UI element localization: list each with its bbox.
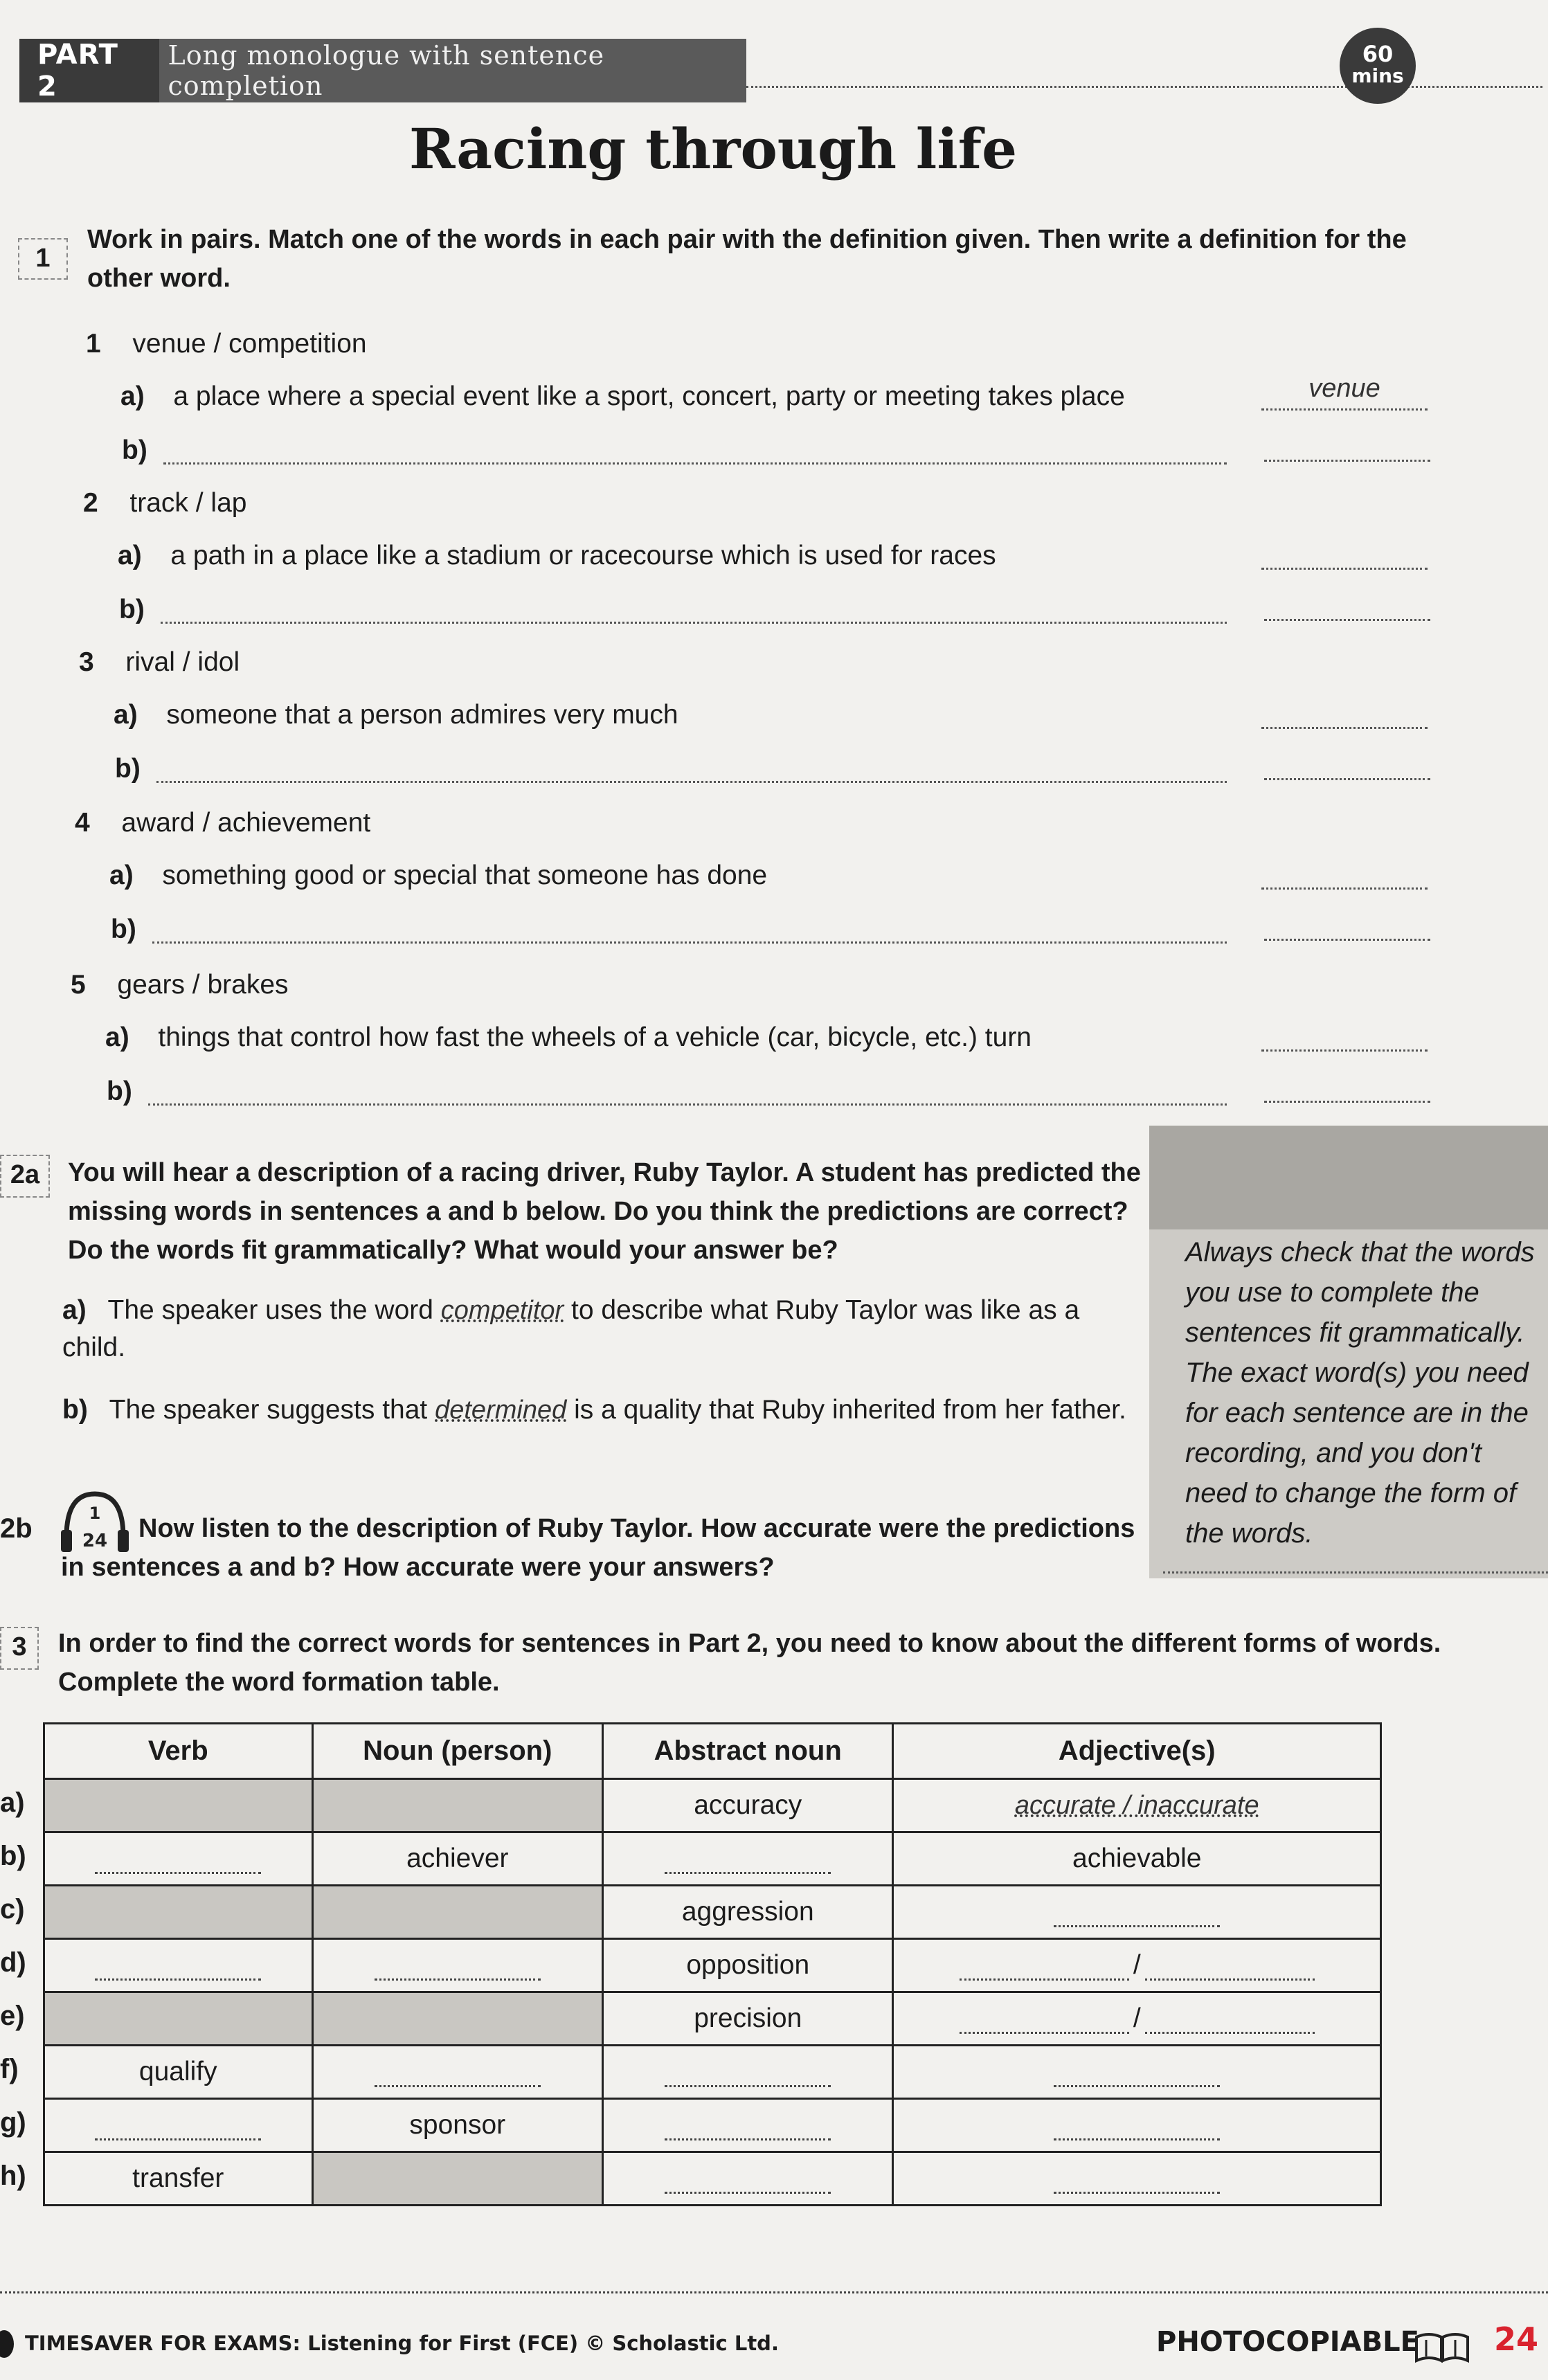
cell-text: accuracy: [694, 1790, 802, 1820]
footer-bullet: [0, 2330, 14, 2358]
sentence-a-label: a): [62, 1295, 87, 1325]
cell-verb-blank[interactable]: [44, 2099, 313, 2152]
definition-a-label: a): [105, 1022, 129, 1052]
item-pair: [86, 325, 367, 363]
answer-line-a[interactable]: [1261, 374, 1428, 437]
cell-adjectives-blank[interactable]: [893, 2152, 1381, 2206]
cell-text: achiever: [406, 1843, 509, 1873]
definition-a: [118, 537, 1239, 575]
tip-rule: [1163, 1571, 1548, 1574]
table-row: [44, 1939, 1381, 1992]
cell-text: sponsor: [409, 2110, 506, 2140]
answer-dots-a: [1261, 408, 1428, 411]
blank-line[interactable]: [665, 1853, 831, 1874]
cell-adjectives: [893, 1832, 1381, 1886]
blank-line[interactable]: [1145, 2013, 1315, 2034]
row-letter: e): [0, 2001, 25, 2031]
footer-rule: [0, 2291, 1548, 2293]
exercise-1-number: 1: [18, 238, 68, 280]
answer-dots-a: [1261, 887, 1428, 890]
part-label: PART 2: [37, 39, 118, 102]
blank-line[interactable]: [95, 1853, 261, 1874]
timer-number: 60: [1362, 41, 1394, 67]
cell-abstract-noun: [603, 1939, 893, 1992]
table-header-row: [44, 1724, 1381, 1779]
item-pair: [75, 804, 370, 842]
predicted-word-a: competitor: [440, 1296, 564, 1325]
tip-text: Always check that the words you use to complete the sentences fit grammatically. The exact word(s) you need for each sentence are in the recording, and you don't need to change the form of the words.: [1185, 1237, 1535, 1549]
definition-a: [105, 1019, 1227, 1056]
page-number: 24: [1494, 2320, 1539, 2358]
cell-text: qualify: [138, 2057, 217, 2086]
definition-a: [109, 857, 1231, 894]
cell-abstract-noun: [603, 1779, 893, 1832]
table-row: [44, 1832, 1381, 1886]
table-row: [44, 2099, 1381, 2152]
item-word-pair: rival / idol: [125, 647, 240, 677]
answer-dots-a: [1261, 727, 1428, 729]
blank-line[interactable]: [960, 1960, 1129, 1981]
item-number: 3: [79, 647, 94, 677]
answer-dots-a: [1261, 568, 1428, 570]
column-header-adjectives: Adjective(s): [893, 1724, 1381, 1779]
cell-abstract-noun-blank[interactable]: [603, 1832, 893, 1886]
definition-a-text: a place where a special event like a sport, concert, party or meeting takes place: [173, 381, 1125, 411]
blank-line[interactable]: [1054, 2120, 1220, 2140]
sentence-a-after: to describe what Ruby Taylor was like as a child.: [62, 1295, 1080, 1362]
item-pair: [83, 485, 246, 522]
cell-noun-person-shaded: [312, 2152, 602, 2206]
column-header-abstract-noun: Abstract noun: [603, 1724, 893, 1779]
tip-box-header: [1149, 1126, 1548, 1229]
definition-b-label: b): [111, 914, 136, 944]
blank-line[interactable]: [1145, 1960, 1315, 1981]
table-row: [44, 2046, 1381, 2099]
cell-verb: [44, 2046, 313, 2099]
blank-line[interactable]: [95, 2120, 261, 2140]
definition-b-line[interactable]: [148, 1103, 1227, 1106]
cell-abstract-noun-blank[interactable]: [603, 2152, 893, 2206]
definition-a-label: a): [109, 860, 134, 890]
item-number: 5: [71, 970, 86, 1000]
sentence-b-after: is a quality that Ruby inherited from her father.: [574, 1395, 1126, 1425]
header-rule: [746, 86, 1542, 88]
blank-line[interactable]: [665, 2066, 831, 2087]
exercise-3-instruction: In order to find the correct words for sentences in Part 2, you need to know about the different forms of words. Complete the word formation table.: [58, 1629, 1441, 1697]
answer-a-text: venue: [1308, 374, 1380, 403]
part-title: Long monologue with sentence completion: [159, 39, 746, 102]
cell-text: aggression: [681, 1897, 814, 1927]
part-banner: [19, 39, 746, 102]
page-title: Racing through life: [408, 116, 1018, 181]
predicted-word-b: determined: [435, 1396, 567, 1425]
definition-a-label: a): [120, 381, 145, 411]
cell-adjectives-blank[interactable]: [893, 1939, 1381, 1992]
answer-dots-b[interactable]: [1264, 939, 1430, 941]
definition-a-text: things that control how fast the wheels of a vehicle (car, bicycle, etc.) turn: [158, 1022, 1032, 1052]
definition-a: [114, 696, 1235, 734]
exercise-1-instruction: Work in pairs. Match one of the words in each pair with the definition given. Then write a definition for the other word.: [87, 225, 1407, 293]
row-letter: d): [0, 1947, 26, 1978]
cell-text: accurate / inaccurate: [1014, 1791, 1259, 1820]
table-row: [44, 1779, 1381, 1832]
exercise-3-number: 3: [0, 1627, 39, 1670]
blank-line[interactable]: [1054, 2066, 1220, 2087]
cell-noun-person-shaded: [312, 1992, 602, 2046]
definition-b-line[interactable]: [156, 781, 1227, 783]
sentence-2a-a: [62, 1292, 1142, 1367]
cell-noun-person-shaded: [312, 1886, 602, 1939]
sentence-b-before: The speaker suggests that: [109, 1395, 428, 1425]
answer-dots-b[interactable]: [1264, 1101, 1430, 1103]
answer-dots-b[interactable]: [1264, 619, 1430, 621]
cell-adjectives-blank[interactable]: [893, 1886, 1381, 1939]
cell-abstract-noun: [603, 1992, 893, 2046]
row-letter: c): [0, 1894, 25, 1924]
blank-line[interactable]: [1054, 2173, 1220, 2194]
cell-abstract-noun: [603, 1886, 893, 1939]
exercise-2b-instruction: Now listen to the description of Ruby Taylor. How accurate were the predictions in sentences a and b? How accurate were your answers?: [61, 1514, 1135, 1582]
row-letter: f): [0, 2054, 19, 2084]
cell-verb-blank[interactable]: [44, 1832, 313, 1886]
definition-a-label: a): [114, 700, 138, 730]
exercise-2a-number: 2a: [0, 1155, 50, 1198]
definition-a-text: someone that a person admires very much: [166, 700, 678, 730]
definition-a-label: a): [118, 541, 142, 570]
sentence-2a-b: [62, 1391, 1128, 1429]
item-pair: [71, 966, 289, 1004]
cell-adjectives-blank[interactable]: [893, 2099, 1381, 2152]
blank-line[interactable]: [665, 2173, 831, 2194]
open-book-icon: [1412, 2330, 1472, 2363]
timer-unit: mins: [1351, 64, 1404, 87]
cell-text: transfer: [132, 2163, 224, 2193]
cell-text: precision: [694, 2003, 802, 2033]
exercise-2b-number: 2b: [0, 1513, 33, 1544]
blank-line[interactable]: [665, 2120, 831, 2140]
table-row: [44, 1886, 1381, 1939]
cell-abstract-noun-blank[interactable]: [603, 2046, 893, 2099]
exercise-2a-instruction: You will hear a description of a racing driver, Ruby Taylor. A student has predicted the missing words in sentences a and b below. Do you think the predictions are correct? Do the words fit grammatically? What would your answer be?: [68, 1158, 1141, 1265]
blank-line[interactable]: [960, 2013, 1129, 2034]
cell-text: opposition: [686, 1950, 810, 1980]
audio-cd-number: 1: [89, 1504, 101, 1523]
definition-b-label: b): [119, 595, 145, 624]
timer-badge: [1340, 28, 1416, 104]
item-word-pair: gears / brakes: [117, 970, 289, 1000]
cell-adjectives-blank[interactable]: [893, 1992, 1381, 2046]
answer-dots-a: [1261, 1049, 1428, 1052]
slash: /: [1133, 1950, 1141, 1980]
definition-b-label: b): [115, 754, 141, 784]
row-letter: a): [0, 1787, 25, 1818]
cell-verb-shaded: [44, 1779, 313, 1832]
definition-b-line[interactable]: [163, 462, 1227, 465]
cell-noun-person-shaded: [312, 1779, 602, 1832]
cell-noun-person-blank[interactable]: [312, 2046, 602, 2099]
blank-line[interactable]: [375, 1960, 541, 1981]
definition-a-text: something good or special that someone has done: [162, 860, 768, 890]
definition-a: [120, 378, 1242, 415]
sentence-b-label: b): [62, 1395, 88, 1425]
cell-adjectives-blank[interactable]: [893, 2046, 1381, 2099]
column-header-verb: Verb: [44, 1724, 313, 1779]
table-row: [44, 2152, 1381, 2206]
cell-noun-person: [312, 2099, 602, 2152]
blank-line[interactable]: [1054, 1906, 1220, 1927]
definition-b-line[interactable]: [152, 941, 1227, 944]
item-word-pair: venue / competition: [132, 329, 367, 359]
answer-dots-b[interactable]: [1264, 778, 1430, 780]
row-letter: g): [0, 2107, 26, 2138]
answer-dots-b[interactable]: [1264, 460, 1430, 462]
slash: /: [1133, 2003, 1141, 2033]
cell-abstract-noun-blank[interactable]: [603, 2099, 893, 2152]
cell-verb-shaded: [44, 1992, 313, 2046]
cell-verb-blank[interactable]: [44, 1939, 313, 1992]
cell-noun-person-blank[interactable]: [312, 1939, 602, 1992]
cell-verb: [44, 2152, 313, 2206]
item-pair: [79, 644, 240, 681]
definition-b-label: b): [107, 1076, 132, 1106]
audio-track-number: 24: [82, 1531, 108, 1551]
item-number: 2: [83, 488, 98, 518]
cell-noun-person: [312, 1832, 602, 1886]
cell-text: achievable: [1072, 1843, 1202, 1873]
item-word-pair: award / achievement: [121, 808, 371, 838]
definition-a-text: a path in a place like a stadium or racecourse which is used for races: [170, 541, 996, 570]
row-letter: b): [0, 1841, 26, 1871]
item-word-pair: track / lap: [129, 488, 247, 518]
row-letter: h): [0, 2161, 26, 2191]
definition-b-label: b): [122, 435, 147, 465]
table-row: [44, 1992, 1381, 2046]
cell-verb-shaded: [44, 1886, 313, 1939]
definition-b-line[interactable]: [161, 622, 1227, 624]
item-number: 1: [86, 329, 101, 359]
column-header-noun-person: Noun (person): [312, 1724, 602, 1779]
blank-line[interactable]: [95, 1960, 261, 1981]
item-number: 4: [75, 808, 90, 838]
photocopiable-label: PHOTOCOPIABLE: [1156, 2326, 1419, 2358]
footer-credit: TIMESAVER FOR EXAMS: Listening for First (FCE) © Scholastic Ltd.: [25, 2332, 779, 2355]
cell-adjectives: [893, 1779, 1381, 1832]
sentence-a-before: The speaker uses the word: [107, 1295, 433, 1325]
word-formation-table: [43, 1722, 1382, 2206]
blank-line[interactable]: [375, 2066, 541, 2087]
